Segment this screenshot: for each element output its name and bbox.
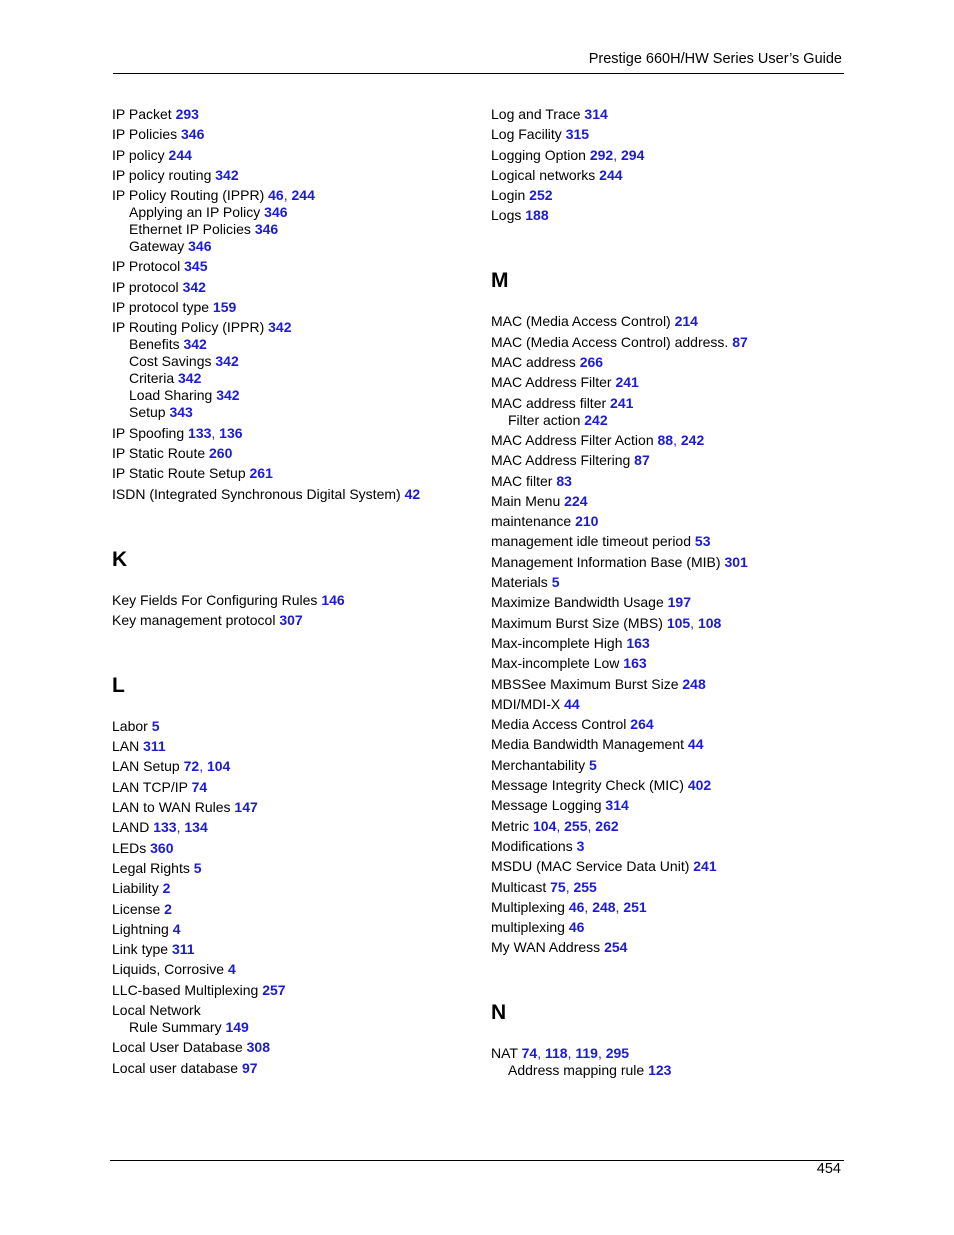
page-link[interactable]: 163 (623, 655, 647, 672)
page-link[interactable]: 342 (183, 336, 207, 353)
index-term: MAC address filter (491, 394, 611, 411)
page-link[interactable]: 301 (724, 553, 748, 570)
page-link[interactable]: 261 (249, 465, 273, 482)
index-term: MBSSee Maximum Burst Size (491, 675, 683, 692)
index-entry (112, 819, 472, 836)
index-entry (112, 840, 472, 857)
page-link[interactable]: 314 (605, 797, 629, 814)
index-term: Merchantability (491, 756, 590, 773)
index-term: IP policy routing (112, 166, 216, 183)
index-term: Setup (129, 404, 170, 421)
index-entry (112, 279, 472, 296)
page-link[interactable]: 255 (564, 817, 588, 834)
index-term: Rule Summary (129, 1019, 226, 1036)
page-link[interactable]: 133 (188, 424, 212, 441)
index-term: Logging Option (491, 146, 590, 163)
index-entry (491, 1045, 851, 1062)
page-link[interactable]: 46 (568, 898, 585, 915)
page-separator: , (565, 878, 574, 895)
index-term: Criteria (129, 370, 179, 387)
page-link[interactable]: 251 (623, 898, 647, 915)
index-subentry (112, 204, 472, 221)
index-column-left (112, 106, 472, 1077)
index-entry (112, 319, 472, 336)
page-link[interactable]: 255 (573, 878, 597, 895)
index-entry (491, 757, 851, 774)
index-term: IP Policies (112, 126, 181, 143)
index-term: Liability (112, 880, 163, 897)
index-term: LAND (112, 819, 154, 836)
index-subentry (112, 336, 472, 353)
index-entry (112, 941, 472, 958)
page-link[interactable]: 346 (264, 204, 288, 221)
index-entry (491, 432, 851, 449)
page-separator: , (613, 146, 621, 163)
index-term: Media Access Control (491, 716, 631, 733)
index-entry (491, 354, 851, 371)
page-link[interactable]: 244 (599, 166, 623, 183)
section-letter-heading: M (491, 269, 509, 293)
page-link[interactable]: 244 (168, 146, 192, 163)
index-column-right (491, 106, 851, 1079)
page-link[interactable]: 294 (621, 146, 645, 163)
index-term: IP Spoofing (112, 424, 189, 441)
page-link[interactable]: 260 (209, 444, 233, 461)
index-entry (491, 126, 851, 143)
index-term: Benefits (129, 336, 184, 353)
page-link[interactable]: 87 (732, 333, 748, 350)
page-link[interactable]: 75 (550, 878, 566, 895)
index-term: Multiplexing (491, 898, 569, 915)
index-term: My WAN Address (491, 939, 605, 956)
page-link[interactable]: 241 (615, 374, 639, 391)
index-term: LAN TCP/IP (112, 778, 192, 795)
index-entry (491, 696, 851, 713)
index-term: Media Bandwidth Management (491, 736, 688, 753)
index-term: maintenance (491, 513, 576, 530)
index-term: IP Protocol (112, 258, 185, 275)
page-separator: , (615, 898, 624, 915)
page-link[interactable]: 241 (693, 858, 717, 875)
page-link[interactable]: 346 (188, 238, 212, 255)
section-letter-heading: K (112, 547, 128, 571)
page-link[interactable]: 104 (533, 817, 557, 834)
index-subentry (491, 1062, 851, 1079)
index-term: Filter action (508, 411, 585, 428)
index-entry (491, 334, 851, 351)
index-entry (112, 445, 472, 462)
page-link[interactable]: 104 (206, 758, 231, 775)
index-term: Message Integrity Check (MIC) (491, 777, 688, 794)
page-separator: , (673, 431, 681, 448)
page-link[interactable]: 123 (648, 1062, 672, 1079)
page-link[interactable]: 342 (215, 166, 239, 183)
page-link[interactable]: 44 (564, 695, 580, 712)
page-separator: , (587, 817, 596, 834)
page-link[interactable]: 87 (634, 452, 650, 469)
page-link[interactable]: 146 (321, 591, 345, 608)
index-subentry (112, 404, 472, 421)
index-term: IP Routing Policy (IPPR) (112, 319, 269, 336)
index-term: Liquids, Corrosive (112, 961, 228, 978)
page-separator: , (283, 187, 292, 204)
index-subentry (112, 221, 472, 238)
index-entry (112, 147, 472, 164)
index-entry (112, 1002, 472, 1019)
index-term: MSDU (MAC Service Data Unit) (491, 858, 694, 875)
page-link[interactable]: 307 (279, 611, 303, 628)
index-term: IP policy (112, 146, 169, 163)
page-link[interactable]: 5 (551, 574, 560, 591)
index-subentry (112, 1019, 472, 1036)
page-link[interactable]: 224 (564, 492, 588, 509)
page-link[interactable]: 4 (172, 920, 181, 937)
index-term: MAC Address Filter (491, 374, 616, 391)
index-term: MAC Address Filtering (491, 452, 635, 469)
page-separator: , (199, 758, 207, 775)
page-link[interactable]: 343 (169, 404, 193, 421)
index-entry (491, 452, 851, 469)
index-entry (112, 167, 472, 184)
index-term: MDI/MDI-X (491, 695, 565, 712)
index-entry (491, 716, 851, 733)
index-term: LEDs (112, 839, 151, 856)
page-link[interactable]: 342 (216, 387, 240, 404)
index-entry (491, 187, 851, 204)
page-separator: , (597, 1045, 606, 1062)
page-link[interactable]: 254 (604, 939, 628, 956)
index-term: management idle timeout period (491, 533, 695, 550)
index-term: IP Packet (112, 106, 176, 122)
index-entry (112, 1060, 472, 1077)
page-link[interactable]: 42 (404, 485, 421, 502)
page-link[interactable]: 2 (162, 880, 171, 897)
index-term: Max-incomplete Low (491, 655, 624, 672)
page-link[interactable]: 2 (164, 900, 172, 917)
index-term: MAC (Media Access Control) (491, 313, 675, 330)
index-term: Maximum Burst Size (MBS) (491, 614, 667, 631)
index-entry (491, 533, 851, 550)
page-link[interactable]: 163 (626, 634, 650, 651)
index-term: MAC Address Filter Action (491, 431, 658, 448)
index-term: Main Menu (491, 492, 565, 509)
index-term: Logical networks (491, 166, 600, 183)
page-link[interactable]: 308 (246, 1039, 270, 1056)
page-link[interactable]: 97 (241, 1059, 258, 1076)
index-term: Message Logging (491, 797, 606, 814)
page-link[interactable]: 314 (584, 106, 608, 122)
page-link[interactable]: 159 (212, 299, 237, 316)
index-entry (112, 612, 472, 629)
index-entry (491, 655, 851, 672)
page-link[interactable]: 119 (575, 1045, 598, 1062)
section-letter-heading: L (112, 673, 125, 697)
index-term: Log and Trace (491, 106, 585, 122)
index-term: Local user database (112, 1059, 242, 1076)
index-entry (491, 858, 851, 875)
index-entry (112, 106, 472, 123)
index-subentry (112, 238, 472, 255)
page-link[interactable]: 293 (175, 106, 199, 122)
index-entry (112, 465, 472, 482)
page-separator: , (567, 1045, 576, 1062)
index-term: MAC address (491, 354, 580, 371)
page-link[interactable]: 46 (568, 919, 585, 936)
index-term: LAN to WAN Rules (112, 799, 235, 816)
index-entry (491, 838, 851, 855)
index-entry (112, 961, 472, 978)
page-link[interactable]: 252 (529, 187, 553, 204)
page-link[interactable]: 5 (589, 756, 597, 773)
index-term: Cost Savings (129, 353, 216, 370)
page-link[interactable]: 74 (521, 1045, 538, 1062)
page-link[interactable]: 342 (182, 278, 206, 295)
index-entry (491, 167, 851, 184)
index-entry (491, 374, 851, 391)
page-link[interactable]: 402 (687, 777, 712, 794)
index-term: IP protocol (112, 278, 183, 295)
index-entry (112, 880, 472, 897)
page-link[interactable]: 360 (150, 839, 174, 856)
page-link[interactable]: 242 (680, 431, 705, 448)
index-entry (491, 147, 851, 164)
page-link[interactable]: 136 (219, 424, 243, 441)
index-term: Address mapping rule (508, 1062, 649, 1079)
index-entry (112, 982, 472, 999)
document-title: Prestige 660H/HW Series User’s Guide (588, 51, 842, 67)
page-link[interactable]: 342 (268, 319, 292, 336)
page-link[interactable]: 118 (544, 1045, 568, 1062)
index-entry (112, 921, 472, 938)
index-term: Metric (491, 817, 533, 834)
index-entry (112, 1039, 472, 1056)
index-subentry (112, 353, 472, 370)
page-link[interactable]: 5 (193, 859, 202, 876)
index-term: Link type (112, 941, 172, 958)
page-link[interactable]: 134 (184, 819, 208, 836)
index-entry (112, 425, 472, 442)
section-letter-heading: N (491, 1001, 507, 1025)
index-entry (491, 513, 851, 530)
index-entry (112, 718, 472, 735)
index-entry (112, 486, 472, 503)
index-entry (112, 187, 472, 204)
index-entry (112, 901, 472, 918)
page-link[interactable]: 292 (589, 146, 614, 163)
index-term: Max-incomplete High (491, 634, 627, 651)
index-entry (491, 777, 851, 794)
page-link[interactable]: 108 (697, 614, 722, 631)
index-entry (491, 635, 851, 652)
page-link[interactable]: 214 (674, 313, 698, 330)
index-entry (112, 126, 472, 143)
index-term: LAN Setup (112, 758, 184, 775)
index-term: Multicast (491, 878, 551, 895)
index-entry (112, 779, 472, 796)
index-term: IP Static Route Setup (112, 465, 250, 482)
page-separator: , (584, 898, 593, 915)
index-term: multiplexing (491, 919, 569, 936)
page-link[interactable]: 248 (682, 675, 706, 692)
index-term: MAC filter (491, 472, 557, 489)
page-separator: , (556, 817, 565, 834)
index-term: Legal Rights (112, 859, 194, 876)
page-link[interactable]: 197 (667, 594, 691, 611)
page-link[interactable]: 210 (575, 513, 599, 530)
page-link[interactable]: 3 (576, 837, 585, 854)
index-entry (491, 818, 851, 835)
page-link[interactable]: 83 (556, 472, 572, 489)
index-entry (112, 860, 472, 877)
index-entry (491, 919, 851, 936)
index-entry (491, 106, 851, 123)
index-entry (112, 592, 472, 609)
page-link[interactable]: 345 (184, 258, 208, 275)
index-entry (491, 574, 851, 591)
index-term: Local Network (112, 1002, 201, 1019)
index-term: Maximize Bandwidth Usage (491, 594, 668, 611)
index-term: Materials (491, 574, 552, 591)
index-term: Labor (112, 717, 152, 734)
index-entry (112, 299, 472, 316)
index-term: MAC (Media Access Control) address. (491, 333, 733, 350)
index-term: Key management protocol (112, 611, 280, 628)
index-entry (112, 758, 472, 775)
index-entry (491, 736, 851, 753)
page-link[interactable]: 105 (666, 614, 691, 631)
index-entry (491, 939, 851, 956)
index-entry (112, 799, 472, 816)
page-link[interactable]: 342 (178, 370, 202, 387)
index-term: Gateway (129, 238, 189, 255)
page-number: 454 (816, 1161, 841, 1177)
index-term: Load Sharing (129, 387, 217, 404)
page-link[interactable]: 346 (254, 221, 279, 238)
page-link[interactable]: 244 (291, 187, 315, 204)
page-link[interactable]: 5 (151, 717, 160, 734)
page-separator: , (211, 424, 220, 441)
page-link[interactable]: 149 (225, 1019, 249, 1036)
page-link[interactable]: 44 (687, 736, 704, 753)
index-term: Key Fields For Configuring Rules (112, 591, 322, 608)
index-term: NAT (491, 1045, 522, 1062)
index-term: IP Static Route (112, 444, 210, 461)
index-entry (491, 395, 851, 412)
index-term: Log Facility (491, 126, 566, 143)
index-entry (491, 493, 851, 510)
page-separator: , (176, 819, 185, 836)
index-term: Logs (491, 207, 526, 224)
index-term: License (112, 900, 165, 917)
index-entry (491, 899, 851, 916)
index-subentry (112, 387, 472, 404)
page-link[interactable]: 88 (657, 431, 674, 448)
index-term: Applying an IP Policy (129, 204, 265, 221)
index-subentry (491, 412, 851, 429)
page-link[interactable]: 242 (584, 411, 608, 428)
page-link[interactable]: 311 (143, 738, 166, 755)
header-divider (113, 73, 844, 74)
index-entry (112, 258, 472, 275)
index-subentry (112, 370, 472, 387)
page-link[interactable]: 262 (595, 817, 619, 834)
page-link[interactable]: 295 (605, 1045, 630, 1062)
index-entry (491, 676, 851, 693)
index-entry (491, 473, 851, 490)
index-term: IP protocol type (112, 299, 213, 316)
index-entry (491, 879, 851, 896)
footer-divider (110, 1160, 844, 1161)
page-link[interactable]: 311 (171, 941, 195, 958)
page-link[interactable]: 342 (215, 353, 239, 370)
page-link[interactable]: 147 (234, 799, 258, 816)
page-link[interactable]: 46 (268, 187, 284, 204)
index-term: Local User Database (112, 1039, 247, 1056)
page-link[interactable]: 4 (227, 961, 236, 978)
page-link[interactable]: 188 (525, 207, 549, 224)
page-link[interactable]: 346 (181, 126, 205, 143)
index-entry (491, 207, 851, 224)
index-term: LLC-based Multiplexing (112, 981, 263, 998)
index-entry (491, 313, 851, 330)
page-link[interactable]: 241 (610, 394, 634, 411)
index-term: ISDN (Integrated Synchronous Digital System) (112, 485, 405, 502)
index-entry (491, 615, 851, 632)
index-entry (491, 554, 851, 571)
page-link[interactable]: 248 (592, 898, 616, 915)
page-link[interactable]: 315 (565, 126, 590, 143)
index-term: IP Policy Routing (IPPR) (112, 187, 269, 204)
page-link[interactable]: 53 (694, 533, 711, 550)
page-separator: , (537, 1045, 545, 1062)
index-term: Ethernet IP Policies (129, 221, 255, 238)
index-term: Management Information Base (MIB) (491, 553, 725, 570)
page-link[interactable]: 266 (579, 354, 604, 371)
index-term: Lightning (112, 920, 173, 937)
index-term: Modifications (491, 837, 577, 854)
page-link[interactable]: 72 (183, 758, 200, 775)
index-entry (491, 797, 851, 814)
index-entry (491, 594, 851, 611)
page-link[interactable]: 257 (262, 981, 286, 998)
page-separator: , (690, 614, 698, 631)
page-link[interactable]: 133 (153, 819, 177, 836)
page-link[interactable]: 264 (630, 716, 654, 733)
index-term: Login (491, 187, 530, 204)
index-term: LAN (112, 738, 144, 755)
page-link[interactable]: 74 (191, 778, 208, 795)
index-entry (112, 738, 472, 755)
